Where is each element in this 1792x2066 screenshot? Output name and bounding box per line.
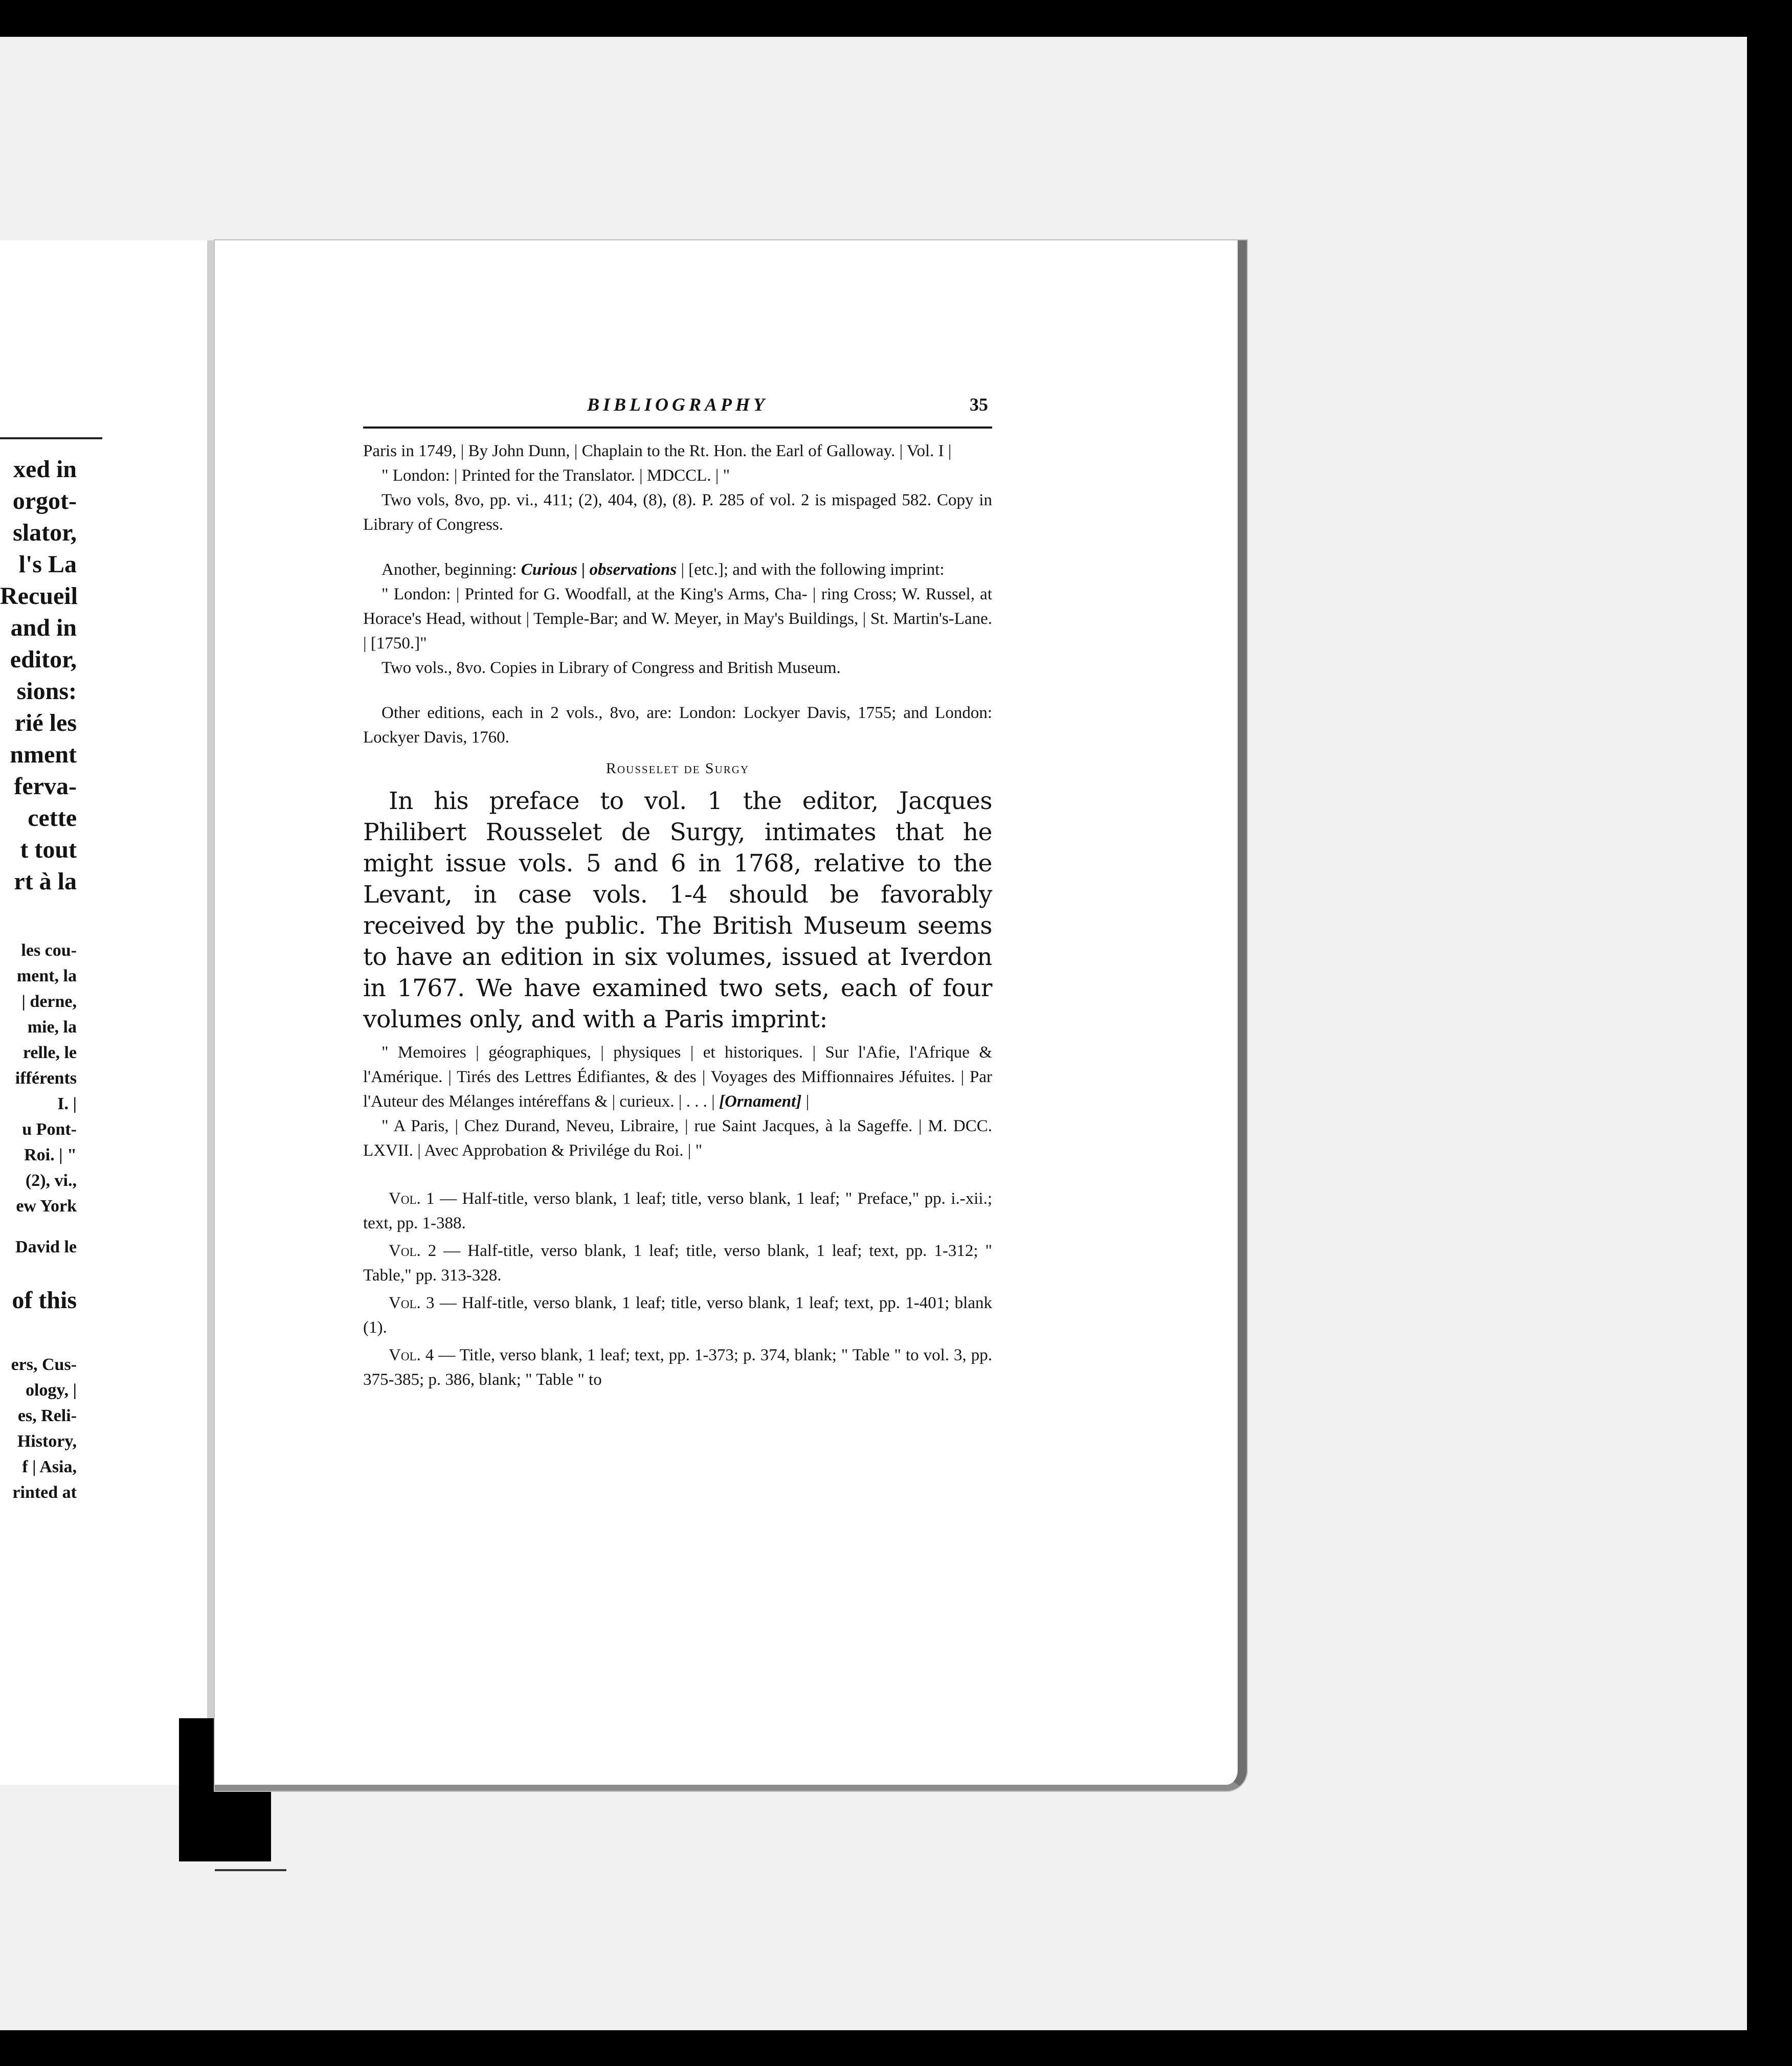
left-page-line: ment, la <box>16 967 77 985</box>
entry1-collation: Two vols, 8vo, pp. vi., 411; (2), 404, (8), (8). P. 285 of vol. 2 is mispaged 582. Copy in Library of Congress. <box>363 491 992 534</box>
left-page-line: editor, <box>10 646 77 673</box>
entry2-collation: Two vols., 8vo. Copies in Library of Congress and British Museum. <box>382 659 841 677</box>
volume-description: — Title, verso blank, 1 leaf; text, pp. 1-373; p. 374, blank; " Table " to vol. 3, pp. 375-385; p. 386, blank; " Table " to <box>363 1346 992 1389</box>
paris-title-italic: [Ornament] <box>719 1092 802 1111</box>
right-page <box>215 240 1247 1791</box>
left-page-line: ers, Cus- <box>11 1355 77 1374</box>
left-page-line: and in <box>10 614 77 641</box>
left-page-line: orgot- <box>12 487 77 514</box>
film-border-bottom <box>0 2030 1792 2066</box>
left-page-line: mie, la <box>27 1018 77 1037</box>
running-head <box>363 394 992 424</box>
left-page-line: David le <box>15 1238 77 1256</box>
left-page-line: (2), vi., <box>25 1171 77 1190</box>
left-page-line: Recueil <box>0 582 78 610</box>
left-page-line: ferva- <box>14 773 77 800</box>
left-page-line: es, Reli- <box>17 1406 77 1425</box>
left-page-line: I. | <box>57 1094 77 1113</box>
volume-entry <box>363 1343 992 1392</box>
section-heading: Rousselet de Surgy <box>606 760 750 777</box>
left-page-rule <box>0 437 102 439</box>
paris-title-after: | <box>805 1092 810 1111</box>
entry2-imprint: " London: | Printed for G. Woodfall, at the King's Arms, Cha- | ring Cross; W. Russel, at Horace's Head, without | Temple-Bar; and W. Meyer, in May's Buildings, | St. Martin's-Lane. | [1750.]" <box>363 585 992 653</box>
left-page-line: xed in <box>13 456 77 483</box>
entry1-title: Paris in 1749, | By John Dunn, | Chaplain to the Rt. Hon. the Earl of Galloway. | Vol. I | <box>363 442 952 460</box>
film-border-top <box>0 0 1792 37</box>
left-page-line: Roi. | " <box>24 1146 77 1164</box>
entry1-imprint: " London: | Printed for the Translator. | MDCCL. | " <box>382 466 730 485</box>
left-page-fragment <box>0 240 217 1785</box>
left-page-line: | derne, <box>21 992 77 1011</box>
left-page-line: u Pont- <box>22 1120 77 1139</box>
entry2-intro-after: | [etc.]; and with the following imprint: <box>681 560 945 579</box>
volume-description: — Half-title, verso blank, 1 leaf; title, verso blank, 1 leaf; text, pp. 1-312; " Table," pp. 313-328. <box>363 1242 992 1285</box>
volume-description: — Half-title, verso blank, 1 leaf; title, verso blank, 1 leaf; " Preface," pp. i.-xii.; text, pp. 1-388. <box>363 1189 992 1232</box>
running-title: BIBLIOGRAPHY <box>587 394 769 415</box>
other-editions: Other editions, each in 2 vols., 8vo, are: London: Lockyer Davis, 1755; and London: Lockyer Davis, 1760. <box>363 704 992 747</box>
left-page-line: t tout <box>20 836 77 863</box>
entry2-intro <box>363 557 992 582</box>
left-page-line: of this <box>12 1287 77 1314</box>
entry2-intro-italic: Curious | observations <box>521 560 677 579</box>
header-rule <box>363 426 992 429</box>
page-gutter <box>207 240 214 1785</box>
film-border-right <box>1747 31 1792 2066</box>
volume-entry <box>363 1186 992 1236</box>
left-page-line: rié les <box>14 709 77 736</box>
paris-imprint: " A Paris, | Chez Durand, Neveu, Libraire, | rue Saint Jacques, à la Sageffe. | M. DCC. LXVII. | Avec Approbation & Privilége du Roi. | " <box>363 1117 992 1160</box>
volume-list <box>363 1186 992 1392</box>
entry2-intro-before: Another, beginning: <box>382 560 517 579</box>
film-marker-line <box>215 1869 286 1871</box>
volume-label: Vol. 1 <box>389 1189 435 1208</box>
paris-title-before: " Memoires | géographiques, | physiques | et historiques. | Sur l'Afie, l'Afrique & l'Amérique. | Tirés des Lettres Édifiantes, & des | Voyages des Miffionnaires Jéfuites. | Par l'Auteur des Mélanges intéreffans & | curieux. | . . . | <box>363 1043 992 1111</box>
volume-label: Vol. 3 <box>389 1294 435 1312</box>
volume-label: Vol. 4 <box>389 1346 434 1364</box>
left-page-line: slator, <box>13 519 77 546</box>
left-page-line: ew York <box>16 1197 77 1216</box>
page-number: 35 <box>970 394 988 415</box>
paris-title <box>363 1040 992 1114</box>
body-paragraph: In his preface to vol. 1 the editor, Jacques Philibert Rousselet de Surgy, intimates that he might issue vols. 5 and 6 in 1768, relative to the Levant, in case vols. 1-4 should be favorably received by the public. The British Museum seems to have an edition in six volumes, issued at Iverdon in 1767. We have examined two sets, each of four volumes only, and with a Paris imprint: <box>363 787 992 1034</box>
left-page-line: rinted at <box>12 1483 77 1502</box>
page-content <box>363 394 992 1392</box>
left-page-line: nment <box>10 741 77 768</box>
volume-entry <box>363 1239 992 1288</box>
left-page-line: les cou- <box>21 941 77 960</box>
left-page-line: f | Asia, <box>22 1457 77 1476</box>
volume-description: — Half-title, verso blank, 1 leaf; title, verso blank, 1 leaf; text, pp. 1-401; blank (1). <box>363 1294 992 1337</box>
volume-label: Vol. 2 <box>389 1242 437 1260</box>
volume-entry <box>363 1291 992 1340</box>
left-page-line: ology, | <box>25 1381 77 1400</box>
left-page-line: rt à la <box>14 868 77 895</box>
left-page-line: ifférents <box>15 1069 77 1088</box>
left-page-line: cette <box>28 804 77 832</box>
left-page-line: relle, le <box>23 1043 77 1062</box>
left-page-line: History, <box>17 1432 77 1451</box>
left-page-line: sions: <box>16 678 77 705</box>
left-page-line: l's La <box>18 551 77 578</box>
